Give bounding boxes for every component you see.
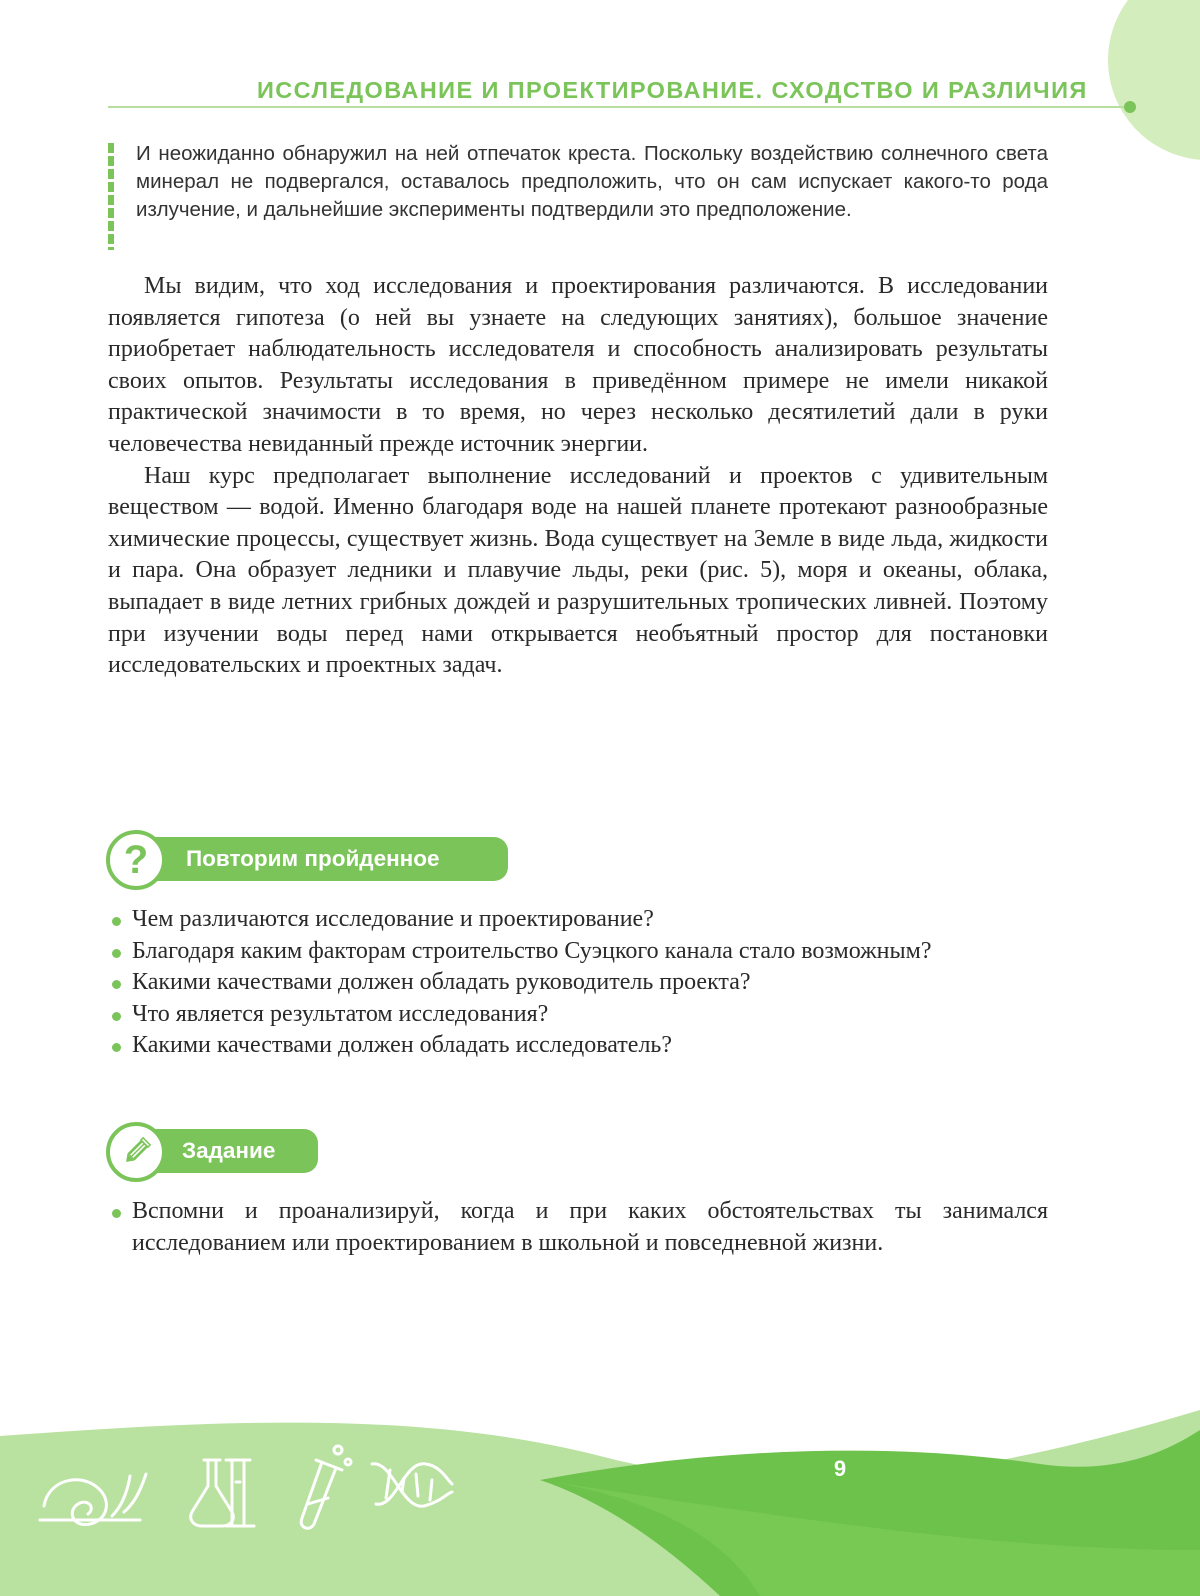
pencil-icon xyxy=(106,1122,166,1182)
review-heading: Повторим пройденное xyxy=(186,846,440,871)
footer-wave xyxy=(0,1400,1200,1596)
corner-decoration xyxy=(1108,0,1200,160)
question-mark-icon: ? xyxy=(106,830,166,890)
list-item: Вспомни и проанализируй, когда и при каких обстоятельствах ты занимался исследованием или проектированием в школьной и повседневной жизни. xyxy=(108,1196,1048,1259)
review-questions xyxy=(108,904,1048,1062)
task-heading: Задание xyxy=(182,1138,276,1163)
body-paragraph: Наш курс предполагает выполнение исследований и проектов с удивительным веществом — водой. Именно благодаря воде на нашей планете протекают разнообразные химические процессы, существует жизнь. Вода существует на Земле в виде льда, жидкости и пара. Она образует ледники и плавучие льды, реки (рис. 5), моря и океаны, облака, выпадает в виде летних грибных дождей и разрушительных тропических ливней. Поэтому при изучении воды перед нами открывается необъятный простор для постановки исследовательских и проектных задач. xyxy=(108,462,1048,679)
header-rule xyxy=(108,106,1124,108)
running-head: ИССЛЕДОВАНИЕ И ПРОЕКТИРОВАНИЕ. СХОДСТВО И РАЗЛИЧИЯ xyxy=(257,77,1088,103)
list-item: Чем различаются исследование и проектирование? xyxy=(108,904,1048,936)
task-items xyxy=(108,1196,1048,1259)
header-rule-dot xyxy=(1124,101,1136,113)
list-item: Что является результатом исследования? xyxy=(108,999,1048,1031)
page-number: 9 xyxy=(833,1456,847,1481)
list-item: Какими качествами должен обладать исследователь? xyxy=(108,1030,1048,1062)
quote-text: И неожиданно обнаружил на ней отпечаток креста. Поскольку воздействию солнечного света минерал не подвергался, оставалось предположить, что он сам испускает какого-то рода излучение, и дальнейшие эксперименты подтвердили это предположение. xyxy=(136,142,1048,221)
list-item: Благодаря каким факторам строительство Суэцкого канала стало возможным? xyxy=(108,936,1048,968)
main-text xyxy=(108,271,1048,682)
review-heading-bar xyxy=(128,837,508,881)
list-item: Какими качествами должен обладать руководитель проекта? xyxy=(108,967,1048,999)
body-paragraph: Мы видим, что ход исследования и проектирования различаются. В исследовании появляется гипотеза (о ней вы узнаете на следующих занятиях), большое значение приобретает наблюдательность исследователя и способность анализировать результаты своих опытов. Результаты исследования в приведённом примере не имели никакой практической значимости в то время, но через несколько десятилетий дали в руки человечества невиданный прежде источник энергии. xyxy=(108,273,1048,457)
quote-bar xyxy=(108,143,114,250)
